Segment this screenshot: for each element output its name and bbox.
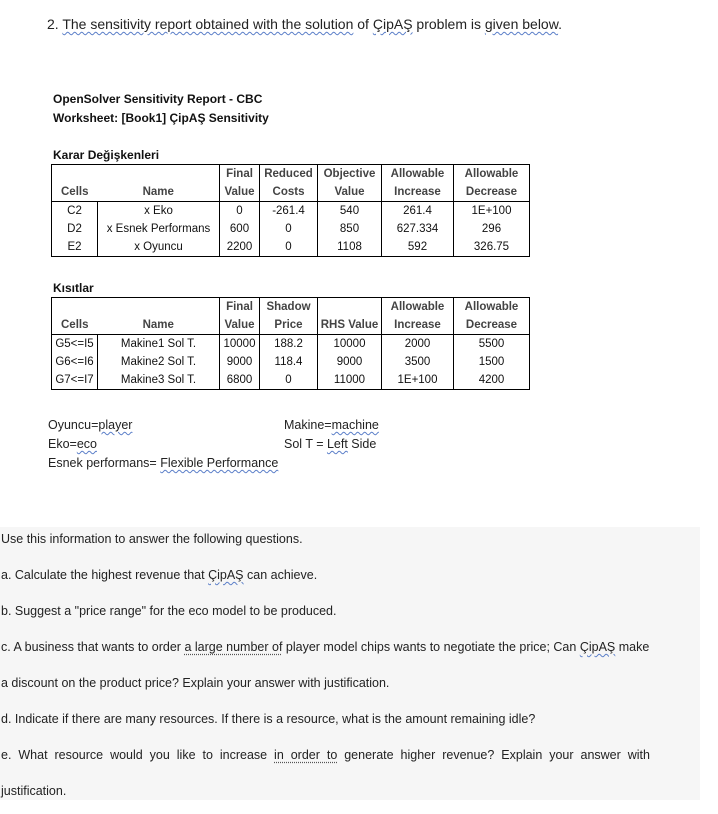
table-row: D2 x Esnek Performans 600 0 850 627.334 296 bbox=[52, 220, 530, 238]
legend-machine: Makine=machine bbox=[284, 418, 379, 432]
legend-left-side: Sol T = Left Side bbox=[284, 437, 377, 451]
legend-eco: Eko=eco bbox=[48, 437, 97, 451]
variables-header-row: Cells Name Value Costs Value Increase Decrease bbox=[52, 183, 530, 202]
constraints-section-label: Kısıtlar bbox=[53, 281, 94, 295]
question-e: e. What resource would you like to increase in order to generate higher revenue? Explain your answer with bbox=[1, 748, 650, 762]
question-a: a. Calculate the highest revenue that ÇipAŞ can achieve. bbox=[1, 568, 318, 582]
legend-right bbox=[284, 416, 379, 454]
table-row: G7<=I7 Makine3 Sol T. 6800 0 11000 1E+100 4200 bbox=[52, 371, 530, 390]
variables-section-label: Karar Değişkenleri bbox=[53, 148, 160, 162]
report-worksheet: Worksheet: [Book1] ÇipAŞ Sensitivity bbox=[53, 111, 269, 125]
question-c: c. A business that wants to order a large number of player model chips wants to negotiate the price; Can ÇipAŞ make bbox=[1, 640, 650, 654]
question-b: b. Suggest a "price range" for the eco model to be produced. bbox=[1, 604, 337, 618]
constraints-header-row: Cells Name Value Price RHS Value Increase Decrease bbox=[52, 316, 530, 335]
question-e-continued: justification. bbox=[1, 784, 67, 798]
constraints-table bbox=[51, 297, 530, 390]
table-row: E2 x Oyuncu 2200 0 1108 592 326.75 bbox=[52, 238, 530, 257]
legend-flexible: Esnek performans= Flexible Performance bbox=[48, 456, 279, 470]
constraints-header-row-top: Final Shadow Allowable Allowable bbox=[52, 298, 530, 317]
questions-block bbox=[0, 527, 700, 800]
question-c-continued: a discount on the product price? Explain your answer with justification. bbox=[1, 676, 390, 690]
report-title: OpenSolver Sensitivity Report - CBC bbox=[53, 92, 263, 106]
table-row: G6<=I6 Makine2 Sol T. 9000 118.4 9000 3500 1500 bbox=[52, 353, 530, 371]
legend-left bbox=[48, 416, 278, 473]
question-title: 2. The sensitivity report obtained with the solution of ÇipAŞ problem is given below. bbox=[47, 16, 562, 32]
table-row: C2 x Eko 0 -261.4 540 261.4 1E+100 bbox=[52, 202, 530, 221]
table-row: G5<=I5 Makine1 Sol T. 10000 188.2 10000 2000 5500 bbox=[52, 335, 530, 354]
variables-table bbox=[51, 164, 530, 257]
variables-header-row-top: Final Reduced Objective Allowable Allowable bbox=[52, 165, 530, 184]
question-d: d. Indicate if there are many resources. If there is a resource, what is the amount remaining idle? bbox=[1, 712, 536, 726]
legend-player: Oyuncu=player bbox=[48, 418, 133, 432]
questions-intro: Use this information to answer the following questions. bbox=[1, 532, 303, 546]
